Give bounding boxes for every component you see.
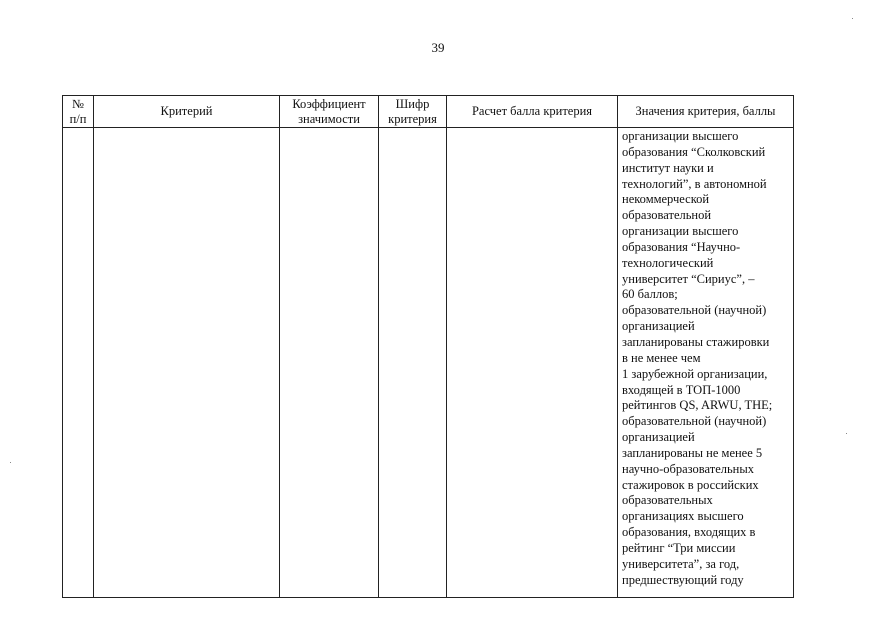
value-line: стажировок в российских [622, 477, 759, 492]
value-line: организации высшего [622, 129, 739, 143]
value-line: в не менее чем [622, 350, 701, 365]
value-line: запланированы стажировки [622, 334, 770, 349]
header-number-line-2: п/п [69, 111, 87, 126]
value-line: организации высшего [622, 224, 739, 239]
header-number-line-1: № [72, 97, 84, 111]
value-line: некоммерческой [622, 192, 710, 207]
cell-values [618, 128, 794, 598]
header-code-line-1: Шифр [395, 97, 430, 111]
value-line: университет “Сириус”, – [622, 271, 755, 286]
value-line: рейтингов QS, ARWU, THE; [622, 398, 773, 413]
value-line: 1 зарубежной организации, [622, 366, 768, 381]
value-line: образовательных [622, 493, 713, 508]
table-row [63, 128, 794, 598]
cell-criterion [94, 128, 280, 598]
value-line: образования, входящих в [622, 525, 756, 540]
scan-speck [852, 18, 853, 19]
cell-code [379, 128, 447, 598]
header-number [63, 96, 94, 128]
value-line: организацией [622, 430, 695, 445]
value-line: 60 баллов; [622, 287, 678, 302]
table-header-row [63, 96, 794, 128]
value-line: технологический [622, 255, 714, 270]
scan-speck [10, 462, 11, 463]
value-line: институт науки и [622, 160, 714, 175]
cell-calculation [447, 128, 618, 598]
value-line: образовательной [622, 208, 712, 223]
header-values: Значения критерия, баллы [618, 96, 794, 128]
header-criterion: Критерий [94, 96, 280, 128]
page-number: 39 [431, 40, 445, 55]
value-line: образовательной (научной) [622, 414, 767, 429]
value-line: предшествующий году [622, 572, 744, 587]
value-line: запланированы не менее 5 [622, 445, 763, 460]
header-code-line-2: критерия [388, 111, 437, 126]
header-coefficient-line-2: значимости [298, 111, 360, 126]
value-line: организациях высшего [622, 509, 744, 524]
value-line: рейтинг “Три миссии [622, 540, 736, 555]
value-line: входящей в ТОП-1000 [622, 382, 741, 397]
value-line: технологий”, в автономной [622, 176, 767, 191]
scan-speck [846, 433, 847, 434]
header-coefficient [280, 96, 379, 128]
cell-coefficient [280, 128, 379, 598]
value-line: образовательной (научной) [622, 303, 767, 318]
criteria-table [62, 95, 794, 598]
header-coefficient-line-1: Коэффициент [292, 97, 366, 111]
header-calculation: Расчет балла критерия [447, 96, 618, 128]
value-line: образования “Научно- [622, 239, 741, 254]
value-line: образования “Сколковский [622, 144, 766, 159]
header-code [379, 96, 447, 128]
value-line: университета”, за год, [622, 556, 740, 571]
cell-number [63, 128, 94, 598]
value-line: научно-образовательных [622, 461, 755, 476]
value-line: организацией [622, 319, 695, 334]
